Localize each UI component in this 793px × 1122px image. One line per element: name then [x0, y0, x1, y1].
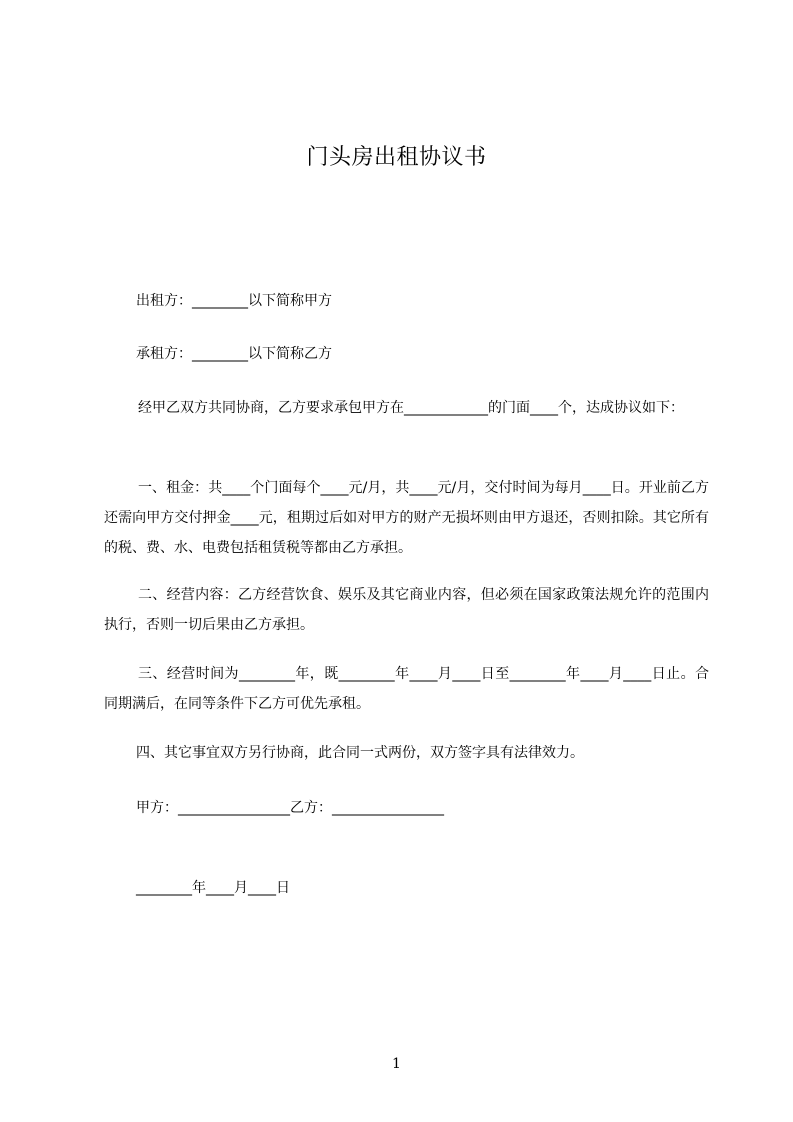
date-line: ________年____月____日 — [136, 880, 290, 896]
intro-paragraph: 经甲乙双方共同协商，乙方要求承包甲方在____________的门面____个，达成协议如下： — [138, 400, 684, 416]
clause-business-content: 二、经营内容：乙方经营饮食、娱乐及其它商业内容，但必须在国家政策法规允许的范围内执行，否则一切后果由乙方承担。 — [104, 587, 709, 633]
lessee-line: 承租方：________以下简称乙方 — [136, 346, 332, 362]
signature-line: 甲方：________________乙方：________________ — [136, 800, 444, 816]
clause-term: 三、经营时间为________年，既________年____月____日至________年____月____日止。合同期满后，在同等条件下乙方可优先承租。 — [104, 666, 709, 712]
page-title: 门头房出租协议书 — [306, 145, 487, 170]
clause-rent: 一、租金：共____个门面每个____元/月，共____元/月，交付时间为每月____日。开业前乙方还需向甲方交付押金____元，租期过后如对甲方的财产无损坏则由甲方退还，否则扣除。其它所有的税、费、水、电费包括租赁税等都由乙方承担。 — [104, 480, 709, 556]
page-number: 1 — [392, 1056, 401, 1072]
lessor-line: 出租方：________以下简称甲方 — [136, 293, 332, 309]
clause-other-matters: 四、其它事宜双方另行协商，此合同一式两份，双方签字具有法律效力。 — [136, 745, 584, 761]
